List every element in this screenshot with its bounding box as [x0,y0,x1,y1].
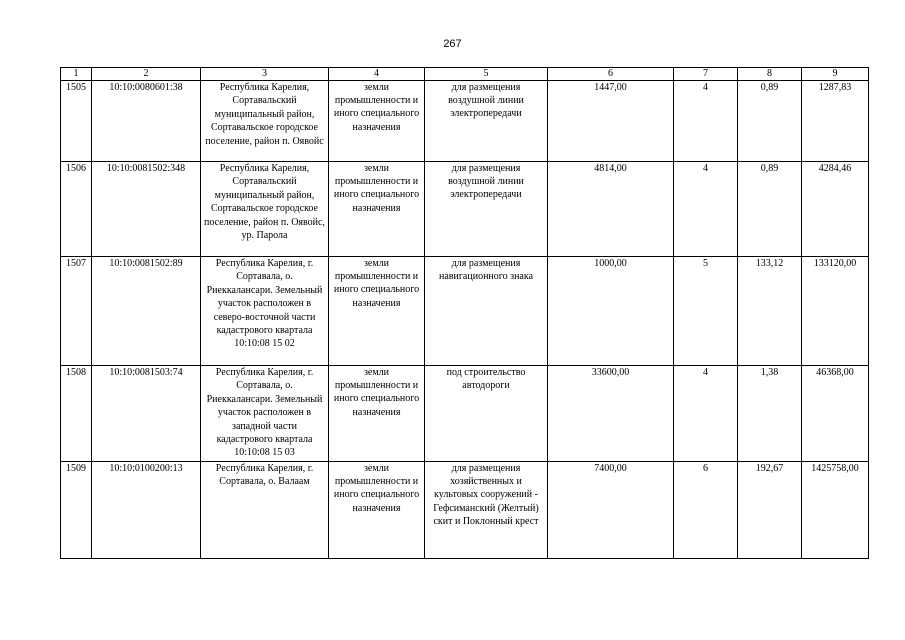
table-row [61,162,869,257]
row-number: 1507 [61,257,92,366]
rate: 6 [674,462,738,559]
row-number: 1508 [61,366,92,462]
area: 7400,00 [548,462,674,559]
row-number: 1506 [61,162,92,257]
table-row [61,81,869,162]
rate: 5 [674,257,738,366]
price: 1,38 [738,366,802,462]
rate: 4 [674,366,738,462]
total: 1425758,00 [802,462,869,559]
column-header: 7 [674,68,738,81]
total: 1287,83 [802,81,869,162]
area: 1000,00 [548,257,674,366]
table-row [61,257,869,366]
permitted-use: для размещения навигационного знака [425,257,548,366]
price: 0,89 [738,162,802,257]
cadastral-number: 10:10:0081502:89 [92,257,201,366]
cadastral-number: 10:10:0081503:74 [92,366,201,462]
column-header: 8 [738,68,802,81]
column-header: 6 [548,68,674,81]
permitted-use: для размещения воздушной линии электропередачи [425,81,548,162]
land-category: земли промышленности и иного специального назначения [329,162,425,257]
permitted-use: для размещения хозяйственных и культовых сооружений - Гефсиманский (Желтый) скит и Поклонный крест [425,462,548,559]
address: Республика Карелия, Сортавальский муниципальный район, Сортавальское городское поселение, район п. Оявойс, ур. Парола [201,162,329,257]
column-header: 2 [92,68,201,81]
address: Республика Карелия, г. Сортавала, о. Риеккалансари. Земельный участок расположен в западной части кадастрового квартала 10:10:08 15 03 [201,366,329,462]
cadastral-number: 10:10:0100200:13 [92,462,201,559]
column-header: 5 [425,68,548,81]
cadastral-number: 10:10:0081502:348 [92,162,201,257]
rate: 4 [674,162,738,257]
land-category: земли промышленности и иного специального назначения [329,81,425,162]
price: 0,89 [738,81,802,162]
area: 4814,00 [548,162,674,257]
table-row [61,462,869,559]
address: Республика Карелия, Сортавальский муниципальный район, Сортавальское городское поселение, район п. Оявойс [201,81,329,162]
address: Республика Карелия, г. Сортавала, о. Риеккалансари. Земельный участок расположен в северо-восточной части кадастрового квартала 10:10:08 15 02 [201,257,329,366]
address: Республика Карелия, г. Сортавала, о. Валаам [201,462,329,559]
total: 133120,00 [802,257,869,366]
land-registry-table [60,67,869,559]
land-category: земли промышленности и иного специального назначения [329,366,425,462]
header-row [61,68,869,81]
row-number: 1509 [61,462,92,559]
table-row [61,366,869,462]
price: 133,12 [738,257,802,366]
column-header: 9 [802,68,869,81]
area: 33600,00 [548,366,674,462]
total: 46368,00 [802,366,869,462]
total: 4284,46 [802,162,869,257]
rate: 4 [674,81,738,162]
row-number: 1505 [61,81,92,162]
column-header: 3 [201,68,329,81]
price: 192,67 [738,462,802,559]
land-category: земли промышленности и иного специального назначения [329,257,425,366]
column-header: 1 [61,68,92,81]
column-header: 4 [329,68,425,81]
cadastral-number: 10:10:0080601:38 [92,81,201,162]
land-category: земли промышленности и иного специального назначения [329,462,425,559]
permitted-use: под строительство автодороги [425,366,548,462]
page-number: 267 [443,38,462,50]
area: 1447,00 [548,81,674,162]
permitted-use: для размещения воздушной линии электропередачи [425,162,548,257]
